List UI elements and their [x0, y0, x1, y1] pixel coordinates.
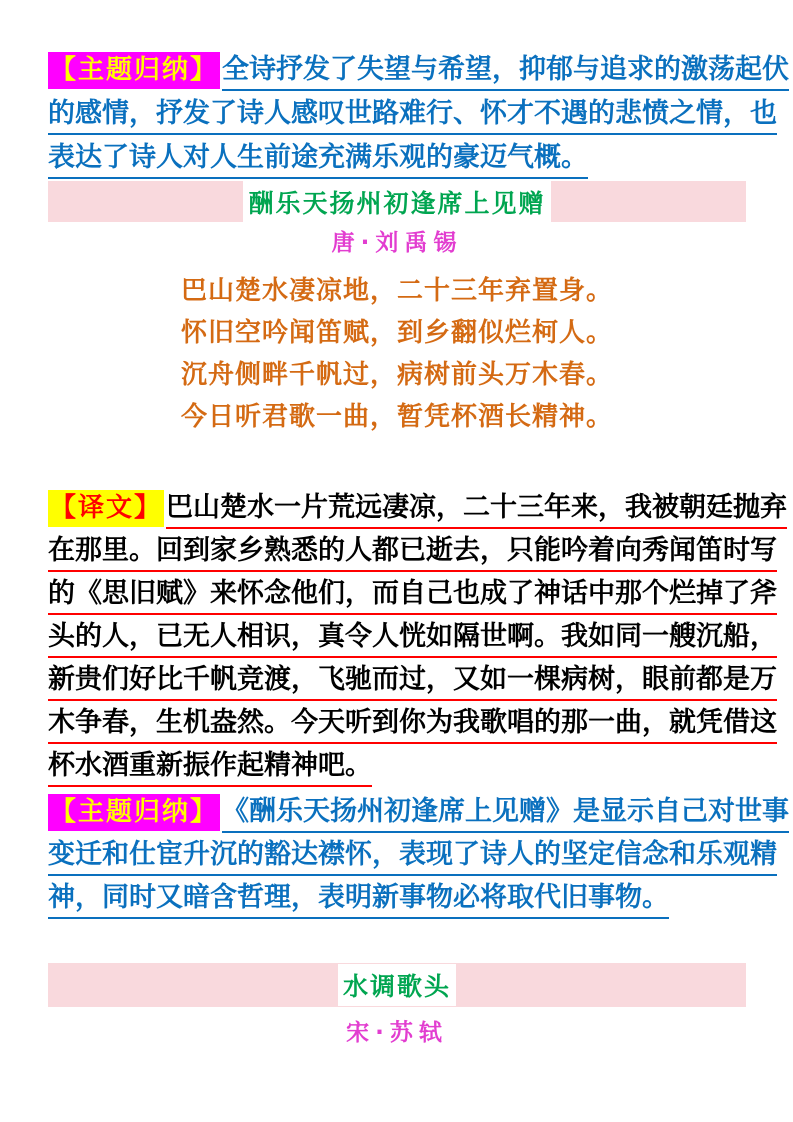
- translation-line-6: [48, 701, 777, 744]
- translation-line-1: [48, 486, 788, 529]
- theme1-text-1: 全诗抒发了失望与希望，抑郁与追求的激荡起伏: [222, 54, 789, 91]
- translation-text-4: 头的人，已无人相识，真令人恍如隔世啊。我如同一艘沉船，: [48, 621, 777, 658]
- theme2-line-1: [48, 790, 790, 833]
- theme-label: 【主题归纳】: [48, 52, 220, 89]
- poem1-verse-line-3: 沉舟侧畔千帆过，病树前头万木春。: [180, 360, 613, 390]
- poem2-author: 宋·苏轼: [346, 1020, 448, 1046]
- translation-label: 【译文】: [48, 490, 164, 527]
- theme2-line-2: [48, 833, 777, 876]
- translation-line-3: [48, 572, 777, 615]
- translation-text-5: 新贵们好比千帆竞渡，飞驰而过，又如一棵病树，眼前都是万: [48, 664, 777, 701]
- theme1-line-1: [48, 48, 790, 92]
- theme2-text-1: 《酬乐天扬州初逢席上见赠》是显示自己对世事: [222, 796, 789, 833]
- theme1-text-2: 的感情，抒发了诗人感叹世路难行、怀才不遇的悲愤之情，也: [48, 98, 777, 135]
- poem1-author: 唐·刘禹锡: [331, 230, 463, 256]
- translation-text-6: 木争春，生机盎然。今天听到你为我歌唱的那一曲，就凭借这: [48, 707, 777, 744]
- poem1-verse: [48, 270, 746, 438]
- translation-text-3: 的《思旧赋》来怀念他们，而自己也成了神话中那个烂掉了斧: [48, 578, 777, 615]
- theme2-text-3: 神，同时又暗含哲理，表明新事物必将取代旧事物。: [48, 882, 669, 919]
- poem1-verse-line-2: 怀旧空吟闻笛赋，到乡翻似烂柯人。: [180, 318, 613, 348]
- theme-summary-2: [48, 790, 790, 919]
- poem2-title-banner: [48, 963, 746, 1007]
- translation-line-2: [48, 529, 777, 572]
- translation-line-5: [48, 658, 777, 701]
- theme2-line-3: [48, 876, 746, 919]
- theme1-text-3: 表达了诗人对人生前途充满乐观的豪迈气概。: [48, 142, 588, 179]
- theme1-line-3: [48, 136, 746, 180]
- theme-summary-1: [48, 48, 790, 180]
- theme-label: 【主题归纳】: [48, 794, 220, 831]
- translation-text-7: 杯水酒重新振作起精神吧。: [48, 750, 372, 787]
- theme2-text-2: 变迁和仕宦升沉的豁达襟怀，表现了诗人的坚定信念和乐观精: [48, 839, 777, 876]
- poem1-verse-line-4: 今日听君歌一曲，暂凭杯酒长精神。: [180, 402, 613, 432]
- poem1-title-banner: [48, 181, 746, 222]
- translation-text-1: 巴山楚水一片荒远凄凉，二十三年来，我被朝廷抛弃: [166, 492, 787, 529]
- translation-line-7: [48, 744, 746, 787]
- theme1-line-2: [48, 92, 777, 136]
- translation-paragraph: [48, 486, 788, 787]
- poem1-verse-line-1: 巴山楚水凄凉地，二十三年弃置身。: [180, 276, 613, 306]
- poem2-title: 水调歌头: [338, 964, 456, 1006]
- translation-line-4: [48, 615, 777, 658]
- poem1-title: 酬乐天扬州初逢席上见赠: [243, 181, 550, 223]
- translation-text-2: 在那里。回到家乡熟悉的人都已逝去，只能吟着向秀闻笛时写: [48, 535, 777, 572]
